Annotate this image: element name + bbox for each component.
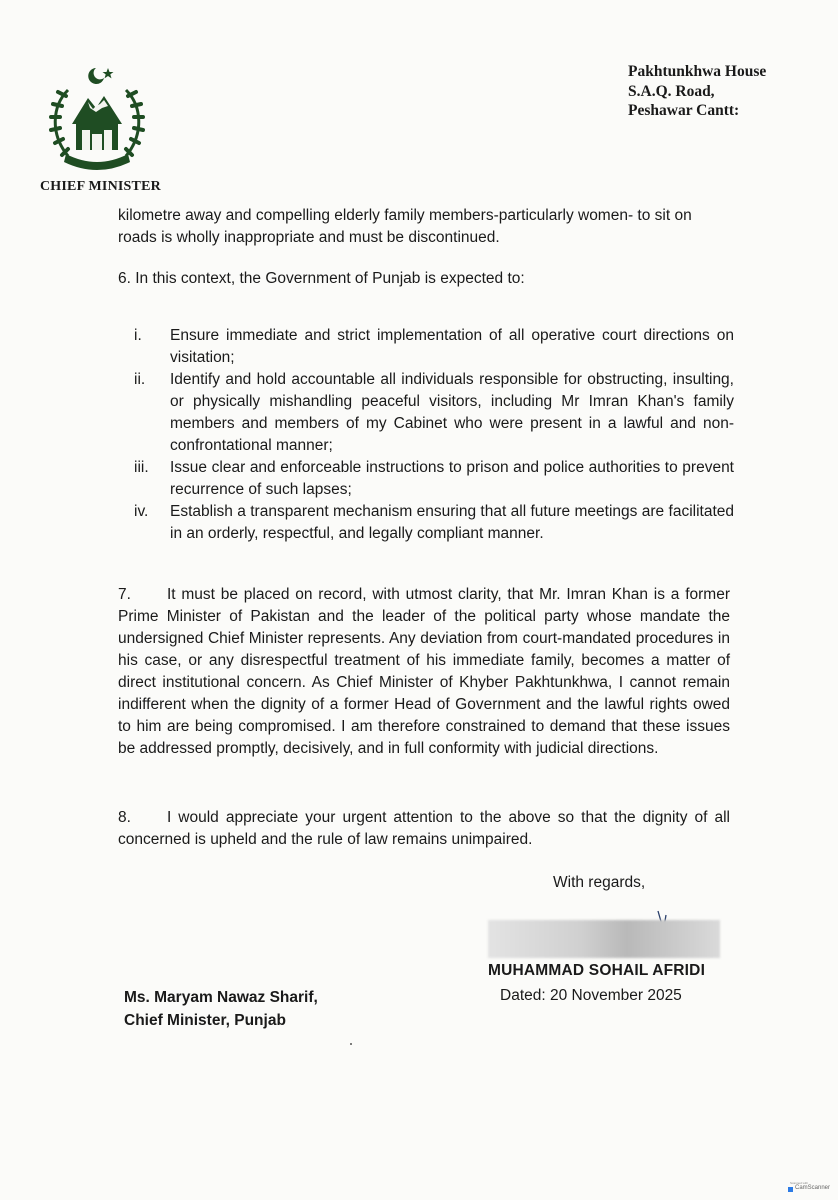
list-item [134, 369, 734, 457]
list-item-text: Establish a transparent mechanism ensuring that all future meetings are facilitated in an orderly, respectful, and legally compliant manner. [170, 503, 734, 542]
recipient-name: Ms. Maryam Nawaz Sharif, [124, 989, 318, 1006]
expectations-list [134, 325, 734, 545]
scanner-watermark-top: Scanned with [790, 1181, 809, 1185]
sender-address [628, 62, 766, 121]
list-item [134, 325, 734, 369]
scan-speck [350, 1043, 352, 1045]
continuation-paragraph: kilometre away and compelling elderly family members-particularly women- to sit on roads is wholly inappropriate and must be discontinued. [118, 207, 692, 246]
list-item [134, 501, 734, 545]
address-line: Peshawar Cantt: [628, 102, 740, 119]
list-item-text: Issue clear and enforceable instructions to prison and police authorities to prevent recurrence of such lapses; [170, 459, 734, 498]
paragraph-7-text: It must be placed on record, with utmost clarity, that Mr. Imran Khan is a former Prime Minister of Pakistan and the leader of the political party whose mandate the undersigned Chief Minister represents. Any deviation from court-mandated procedures in his case, or any disrespectful treatment of his immediate family, becomes a matter of direct institutional concern. As Chief Minister of Khyber Pakhtunkhwa, I cannot remain indifferent when the dignity of a former Head of Government and the lawful rights owed to him are being compromised. I am therefore constrained to demand that these issues be addressed promptly, decisively, and in full conformity with judicial directions. [118, 586, 730, 757]
paragraph-8-text: I would appreciate your urgent attention to the above so that the dignity of all concerned is upheld and the rule of law remains unimpaired. [118, 809, 730, 848]
paragraph-8 [118, 807, 730, 851]
scanner-watermark-brand: CamScanner [795, 1185, 831, 1191]
closing-regards: With regards, [553, 874, 646, 891]
paragraph-8-number: 8. [118, 809, 131, 826]
list-item [134, 457, 734, 501]
redacted-signature-blur [488, 920, 720, 958]
list-item-number: iii. [134, 459, 149, 476]
list-item-text: Identify and hold accountable all individuals responsible for obstructing, insulting, or physically mishandling peaceful visitors, including Mr Imran Khan's family members and members of my Cabinet who were present in a lawful and non-confrontational manner; [170, 371, 734, 454]
address-line: Pakhtunkhwa House [628, 63, 767, 80]
letter-date: Dated: 20 November 2025 [500, 987, 682, 1004]
paragraph-7 [118, 584, 730, 760]
signer-name: MUHAMMAD SOHAIL AFRIDI [488, 962, 706, 979]
camscanner-icon [788, 1187, 793, 1192]
list-item-text: Ensure immediate and strict implementation of all operative court directions on visitation; [170, 327, 734, 366]
recipient-block [124, 986, 318, 1032]
paragraph-6-intro: 6. In this context, the Government of Punjab is expected to: [118, 270, 525, 287]
list-item-number: ii. [134, 371, 146, 388]
list-item-number: iv. [134, 503, 149, 520]
address-line: S.A.Q. Road, [628, 82, 715, 100]
recipient-title: Chief Minister, Punjab [124, 1012, 286, 1029]
chief-minister-caption: CHIEF MINISTER [40, 179, 161, 194]
list-item-number: i. [134, 327, 142, 344]
government-emblem-logo [38, 62, 156, 180]
paragraph-7-number: 7. [118, 586, 131, 603]
